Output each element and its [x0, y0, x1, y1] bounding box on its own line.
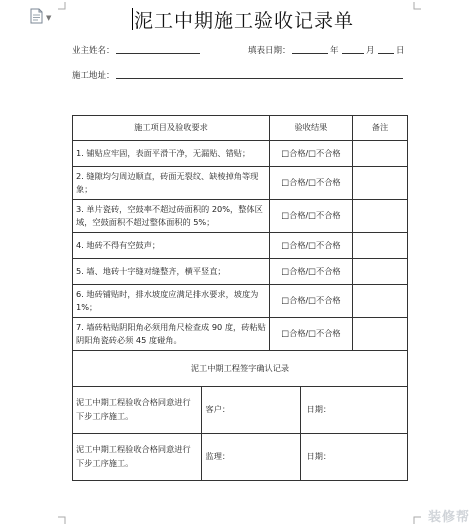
page-corner-mark	[58, 2, 66, 10]
customer-sign-date-field[interactable]: 日期：	[306, 404, 332, 415]
note-cell[interactable]	[353, 141, 408, 167]
signature-row	[73, 434, 408, 481]
owner-name-field[interactable]	[116, 53, 200, 54]
customer-signature-field[interactable]: 客户：	[201, 387, 300, 433]
result-checkbox[interactable]: □合格/□不合格	[270, 259, 353, 285]
requirement-text: 2. 缝隙均匀周边顺直，砖面无裂纹、缺棱掉角等现象；	[73, 167, 270, 200]
date-day-field[interactable]	[378, 53, 394, 54]
text-cursor	[132, 8, 133, 30]
supervisor-sign-date-field[interactable]: 日期：	[306, 451, 332, 462]
signature-section-title: 泥工中期工程签字确认记录	[73, 351, 408, 387]
date-year-field[interactable]	[292, 53, 328, 54]
note-cell[interactable]	[353, 259, 408, 285]
requirement-text: 3. 单片瓷砖，空鼓率不超过砖面积的 20%，整体区域，空鼓面积不超过整体面积的 5%；	[73, 200, 270, 233]
owner-name-label: 业主姓名：	[72, 46, 115, 56]
table-row	[73, 259, 408, 285]
table-row	[73, 318, 408, 351]
result-checkbox[interactable]: □合格/□不合格	[270, 200, 353, 233]
inspection-table	[72, 115, 408, 481]
approval-statement: 泥工中期工程验收合格同意进行下步工序施工。	[73, 387, 201, 433]
document-title[interactable]: 泥工中期施工验收记录单	[134, 10, 355, 32]
note-cell[interactable]	[353, 285, 408, 318]
result-checkbox[interactable]: □合格/□不合格	[270, 285, 353, 318]
watermark-logo: 装修帮	[427, 510, 470, 525]
result-checkbox[interactable]: □合格/□不合格	[270, 318, 353, 351]
table-row	[73, 167, 408, 200]
column-header-item: 施工项目及验收要求	[73, 116, 270, 141]
document-icon[interactable]	[30, 8, 43, 24]
table-row	[73, 285, 408, 318]
date-day-unit: 日	[396, 46, 405, 56]
dropdown-caret-icon[interactable]: ▼	[46, 14, 52, 22]
page-corner-mark	[58, 516, 66, 524]
fill-date-label: 填表日期：	[248, 46, 291, 56]
note-cell[interactable]	[353, 318, 408, 351]
requirement-text: 1. 铺贴应牢固，表面平滑干净，无漏贴、错贴；	[73, 141, 270, 167]
result-checkbox[interactable]: □合格/□不合格	[270, 141, 353, 167]
requirement-text: 6. 地砖铺贴时，排水坡度应满足排水要求，坡度为 1%；	[73, 285, 270, 318]
page-corner-mark	[413, 2, 421, 10]
signature-row	[73, 387, 408, 434]
requirement-text: 7. 墙砖粘贴阴阳角必须用角尺检查成 90 度，砖粘贴阴阳角瓷砖必须 45 度碰角。	[73, 318, 270, 351]
date-month-unit: 月	[366, 46, 375, 56]
approval-statement: 泥工中期工程验收合格同意进行下步工序施工。	[73, 434, 201, 480]
address-label: 施工地址：	[72, 71, 115, 81]
result-checkbox[interactable]: □合格/□不合格	[270, 167, 353, 200]
note-cell[interactable]	[353, 167, 408, 200]
date-month-field[interactable]	[342, 53, 364, 54]
page-corner-mark	[413, 516, 421, 524]
column-header-note: 备注	[353, 116, 408, 141]
table-row	[73, 233, 408, 259]
requirement-text: 5. 墙、地砖十字缝对缝整齐，横平竖直；	[73, 259, 270, 285]
date-year-unit: 年	[330, 46, 339, 56]
table-row	[73, 141, 408, 167]
note-cell[interactable]	[353, 200, 408, 233]
result-checkbox[interactable]: □合格/□不合格	[270, 233, 353, 259]
requirement-text: 4. 地砖不得有空鼓声；	[73, 233, 270, 259]
supervisor-signature-field[interactable]: 监理：	[201, 434, 300, 480]
address-field[interactable]	[116, 78, 403, 79]
column-header-result: 验收结果	[270, 116, 353, 141]
note-cell[interactable]	[353, 233, 408, 259]
table-row	[73, 200, 408, 233]
